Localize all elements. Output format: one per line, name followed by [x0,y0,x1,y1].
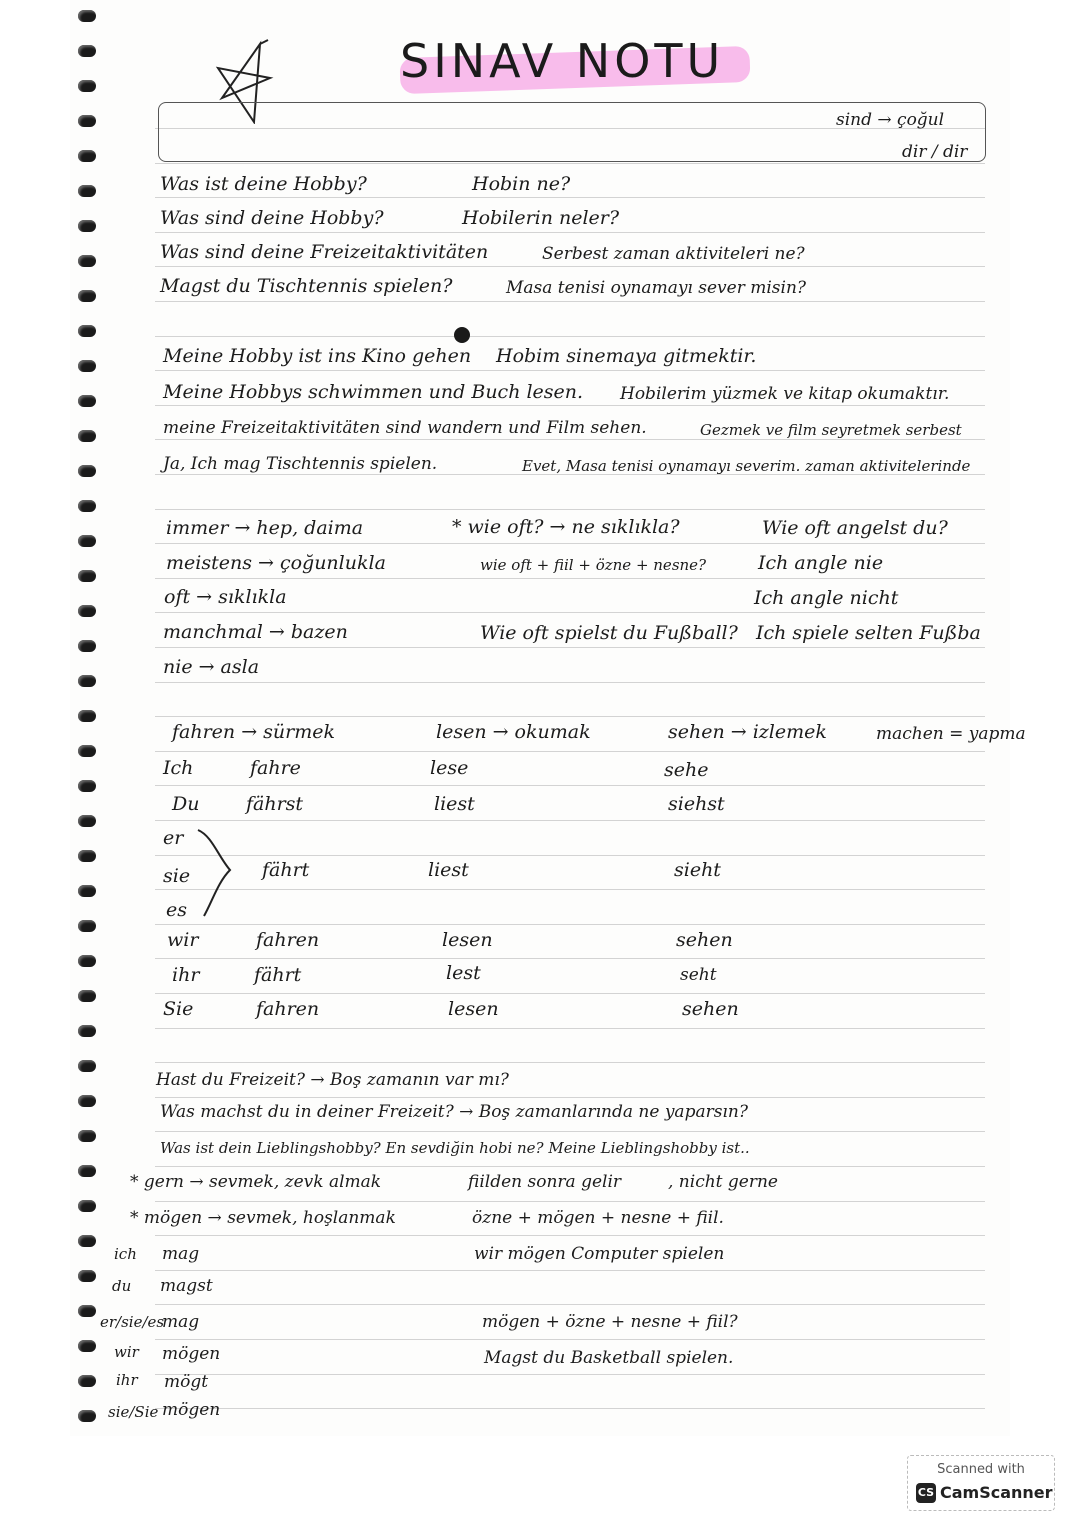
fahren-form: fahren [256,929,320,951]
spiral-ring [78,1270,96,1282]
freizeit-line: wir mögen Computer spielen [474,1244,725,1264]
rule-line [155,1339,985,1340]
frequency-word: oft → sıklıkla [164,586,287,608]
spiral-ring [78,850,96,862]
question-de: Was sind deine Hobby? [160,207,384,229]
rule-line [155,682,985,683]
rule-line [155,924,985,925]
answer-tr: Gezmek ve film seyretmek serbest [700,421,962,439]
pronoun: Ich [163,757,194,779]
rule-line [155,785,985,786]
question-tr: Serbest zaman aktiviteleri ne? [542,244,805,264]
moegen-pronoun: sie/Sie [108,1403,159,1421]
moegen-pronoun: ich [114,1245,137,1263]
fahren-form: fährt [262,859,310,881]
lesen-form: liest [434,793,475,815]
spiral-ring [78,1305,96,1317]
verb-header: lesen → okumak [436,721,591,743]
freizeit-line: Hast du Freizeit? → Boş zamanın var mı? [156,1070,509,1090]
rule-line [155,1270,985,1271]
moegen-form: mag [162,1244,200,1264]
rule-line [155,612,985,613]
example2-question: Wie oft spielst du Fußball? [480,622,738,644]
question-de: Magst du Tischtennis spielen? [160,275,453,297]
rule-line [155,820,985,821]
rule-line [155,1062,985,1063]
camscanner-badge [907,1455,1055,1511]
rule-line [155,1097,985,1098]
spiral-ring [78,745,96,757]
answer-de: Meine Hobbys schwimmen und Buch lesen. [163,381,584,403]
question-tr: Hobin ne? [472,173,571,195]
freizeit-line: Was machst du in deiner Freizeit? → Boş zamanlarında ne yaparsın? [160,1102,748,1122]
answer-de: Meine Hobby ist ins Kino gehen [163,345,472,367]
fahren-form: fahren [256,998,320,1020]
spiral-ring [78,570,96,582]
rule-line [155,370,985,371]
sehen-form: sehen [682,998,739,1020]
freizeit-line: özne + mögen + nesne + fiil. [472,1208,724,1228]
box-note-line1: sind → çoğul [836,110,945,130]
rule-line [155,855,985,856]
spiral-ring [78,115,96,127]
spiral-ring [78,955,96,967]
fahren-form: fährt [254,964,302,986]
frequency-word: meistens → çoğunlukla [166,552,386,574]
moegen-form: mag [162,1312,200,1332]
rule-line [155,958,985,959]
pronoun: sie [163,865,191,887]
pronoun: er [163,827,184,849]
question-tr: Masa tenisi oynamayı sever misin? [506,278,807,298]
spiral-ring [78,990,96,1002]
answer-tr: Hobim sinemaya gitmektir. [496,345,757,367]
spiral-ring [78,430,96,442]
frequency-formula: wie oft + fiil + özne + nesne? [480,556,707,574]
moegen-pronoun: wir [114,1343,139,1361]
rule-line [155,751,985,752]
lesen-form: lesen [442,929,493,951]
pronoun: Du [172,793,200,815]
example1-answer1: Ich angle nie [758,552,884,574]
spiral-ring [78,885,96,897]
spiral-ring [78,500,96,512]
freizeit-line: * gern → sevmek, zevk almak [130,1172,382,1192]
freizeit-line: , nicht gerne [668,1172,778,1192]
pronoun: es [166,899,187,921]
frequency-question: * wie oft? → ne sıklıkla? [452,516,680,538]
camscanner-logo-icon: CS [916,1483,936,1503]
spiral-ring [78,780,96,792]
rule-line [155,578,985,579]
spiral-ring [78,710,96,722]
spiral-ring [78,920,96,932]
moegen-form: mögen [162,1344,221,1364]
rule-line [155,993,985,994]
spiral-ring [78,1025,96,1037]
example2-answer: Ich spiele selten Fußba [756,622,981,644]
spiral-ring [78,1130,96,1142]
spiral-ring [78,220,96,232]
spiral-ring [78,1410,96,1422]
spiral-ring [78,1200,96,1212]
spiral-ring [78,465,96,477]
frequency-word: manchmal → bazen [163,621,348,643]
pronoun: Sie [163,998,194,1020]
sehen-form: sieht [674,859,721,881]
spiral-ring [78,1060,96,1072]
rule-line [155,1028,985,1029]
spiral-ring [78,10,96,22]
freizeit-line: mögen + özne + nesne + fiil? [482,1312,738,1332]
rule-line [155,716,985,717]
rule-line [155,1235,985,1236]
frequency-word: nie → asla [163,656,260,678]
moegen-pronoun: er/sie/es [100,1313,165,1331]
rule-line [155,1201,985,1202]
rule-line [155,197,985,198]
sehen-form: sehe [664,759,709,781]
spiral-ring [78,1340,96,1352]
rule-line [155,1166,985,1167]
moegen-form: mögt [164,1372,209,1392]
fahren-form: fahre [250,757,301,779]
answer-de: Ja, Ich mag Tischtennis spielen. [163,454,438,474]
spiral-ring [78,325,96,337]
pronoun: wir [167,929,199,951]
example1-question: Wie oft angelst du? [762,517,948,539]
lesen-form: liest [428,859,469,881]
spiral-ring [78,150,96,162]
spiral-ring [78,290,96,302]
spiral-ring [78,1165,96,1177]
sehen-form: sehen [676,929,733,951]
spiral-ring [78,185,96,197]
verb-header: sehen → izlemek [668,721,827,743]
answer-tr: Hobilerim yüzmek ve kitap okumaktır. [620,384,950,404]
question-de: Was sind deine Freizeitaktivitäten [160,241,489,263]
sehen-form: seht [680,965,717,985]
rule-line [155,232,985,233]
box-note-line2: dir / dir [902,142,968,162]
spiral-ring [78,535,96,547]
freizeit-line: Magst du Basketball spielen. [484,1348,734,1368]
moegen-form: mögen [162,1400,221,1420]
sehen-form: siehst [668,793,725,815]
spiral-ring [78,360,96,372]
freizeit-line: Was ist dein Lieblingshobby? En sevdiğin hobi ne? Meine Lieblingshobby ist.. [160,1139,750,1157]
freizeit-line: fiilden sonra gelir [468,1172,622,1192]
spiral-ring [78,395,96,407]
lesen-form: lese [430,757,469,779]
spiral-ring [78,1375,96,1387]
rule-line [155,163,985,164]
rule-line [155,1408,985,1409]
moegen-form: magst [160,1276,213,1296]
spiral-ring [78,815,96,827]
question-de: Was ist deine Hobby? [160,173,367,195]
spiral-ring [78,675,96,687]
spiral-ring [78,255,96,267]
rule-line [155,647,985,648]
question-tr: Hobilerin neler? [462,207,620,229]
rule-line [155,1374,985,1375]
rule-line [155,509,985,510]
scanned-with-label: Scanned with [937,1462,1025,1477]
spiral-ring [78,1235,96,1247]
moegen-pronoun: ihr [116,1371,138,1389]
frequency-word: immer → hep, daima [166,517,364,539]
spiral-ring [78,605,96,617]
rule-line [155,336,985,337]
verb-header: machen = yapma [876,724,1026,744]
spiral-ring [78,1095,96,1107]
pronoun: ihr [172,964,200,986]
rule-line [155,1304,985,1305]
rule-line [155,889,985,890]
camscanner-brand: CamScanner [940,1483,1053,1502]
rule-line [155,301,985,302]
verb-header: fahren → sürmek [172,721,336,743]
spiral-binding [74,0,100,1436]
lesen-form: lesen [448,998,499,1020]
fahren-form: fährst [246,793,304,815]
brace-icon [190,826,236,920]
spiral-ring [78,80,96,92]
lesen-form: lest [446,962,481,984]
answer-de: meine Freizeitaktivitäten sind wandern und Film sehen. [163,418,647,438]
freizeit-line: * mögen → sevmek, hoşlanmak [130,1208,396,1228]
spiral-ring [78,45,96,57]
page-title: SINAV NOTU [400,34,760,104]
spiral-ring [78,640,96,652]
rule-line [155,266,985,267]
example1-answer2: Ich angle nicht [754,587,899,609]
ink-dot [454,327,470,343]
rule-line [155,1131,985,1132]
moegen-pronoun: du [112,1277,132,1295]
answer-tr: Evet, Masa tenisi oynamayı severim. zaman aktivitelerinde [522,457,971,475]
rule-line [155,543,985,544]
